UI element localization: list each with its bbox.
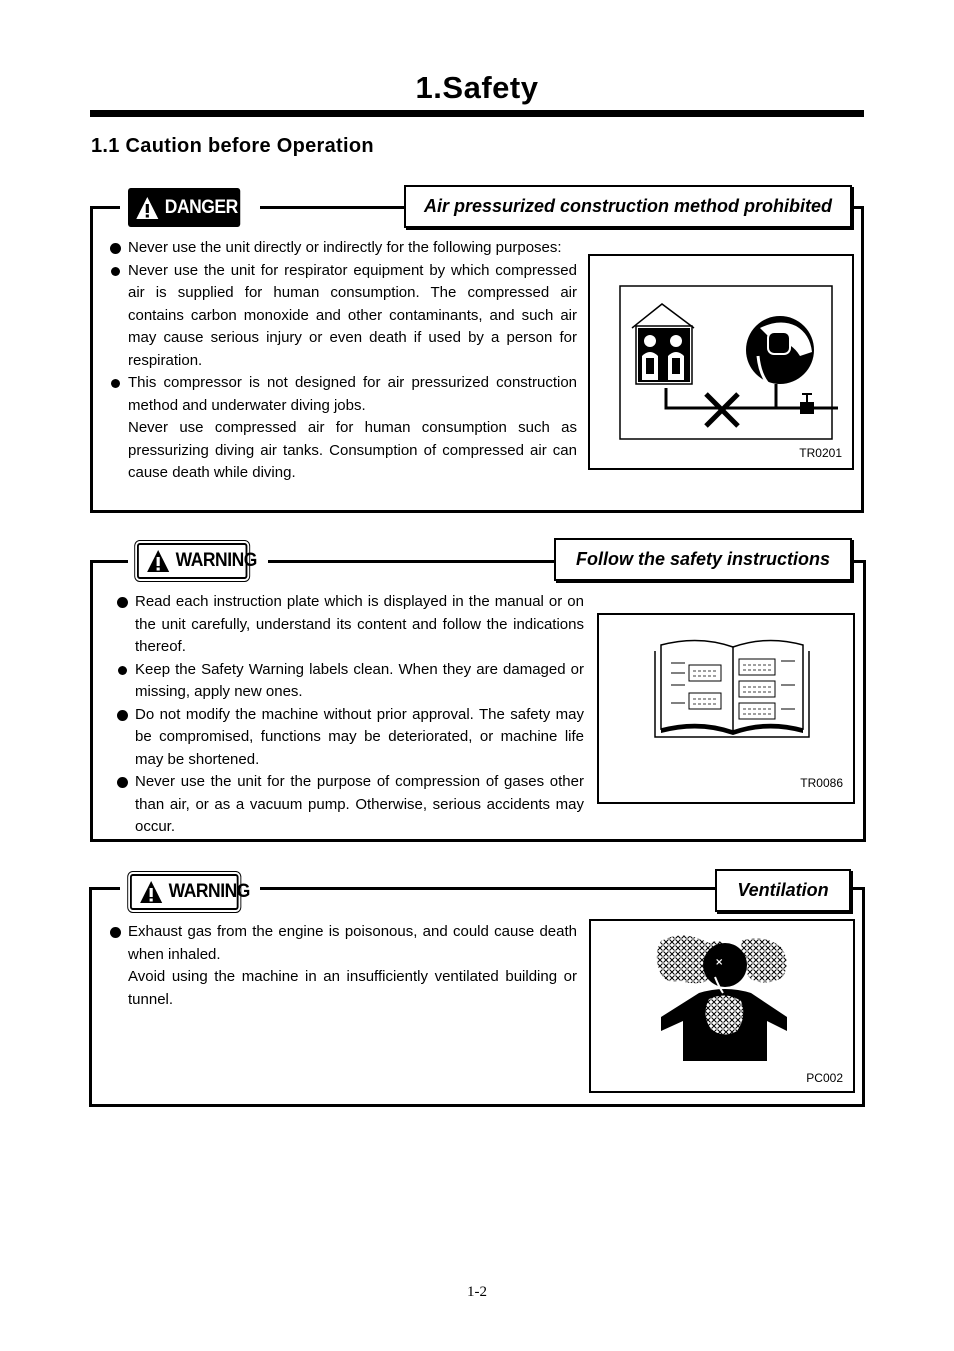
- warning-text-instructions: [117, 591, 584, 839]
- bullet-icon: [117, 777, 128, 788]
- list-item: Keep the Safety Warning labels clean. When they are damaged or missing, apply new ones.: [117, 659, 584, 704]
- ventilation-figure: [589, 919, 855, 1093]
- prohibited-respirator-icon: [590, 256, 852, 468]
- warning-topic-instructions: Follow the safety instructions: [554, 538, 852, 581]
- danger-figure: [588, 254, 854, 470]
- warning-badge-ventilation: [130, 874, 250, 910]
- warning-triangle-icon: [139, 880, 163, 904]
- list-item: Never use the unit for respirator equipment by which compressed air is supplied for human consumption. The compressed air contains carbon monoxide and other contaminants, and such air may cause serious injury or even death if used by a person for respiration.: [110, 260, 577, 373]
- warning-label: WARNING: [168, 881, 250, 902]
- list-item: Exhaust gas from the engine is poisonous, and could cause death when inhaled. Avoid using the machine in an insufficiently ventilated building or tunnel.: [110, 921, 577, 1011]
- bullet-icon: [117, 710, 128, 721]
- list-item: Never use the unit for the purpose of compression of gases other than air, or as a vacuum pump. Otherwise, serious accidents may occur.: [117, 771, 584, 839]
- warning-topic-ventilation: Ventilation: [715, 869, 851, 912]
- warning-text-ventilation: [110, 921, 577, 1011]
- title-rule: [90, 110, 864, 117]
- bullet-icon: [111, 267, 120, 276]
- warning-triangle-icon: [146, 549, 170, 573]
- bullet-icon: [118, 666, 127, 675]
- bullet-icon: [117, 597, 128, 608]
- section-heading: 1.1 Caution before Operation: [91, 135, 374, 157]
- figure-code: TR0201: [799, 446, 842, 460]
- bullet-icon: [110, 927, 121, 938]
- list-item: This compressor is not designed for air pressurized construction method and underwater diving jobs. Never use compressed air for human consumption such as pressurizing diving air tanks. Consumption of compressed air can cause death while diving.: [110, 372, 577, 485]
- list-item: Read each instruction plate which is displayed in the manual or on the unit carefully, understand its content and follow the indications thereof.: [117, 591, 584, 659]
- danger-text: [110, 237, 577, 485]
- warning-triangle-icon: [135, 196, 159, 220]
- danger-label: DANGER: [164, 196, 238, 218]
- warning-badge-instructions: [137, 543, 257, 579]
- figure-code: PC002: [806, 1071, 843, 1085]
- instructions-figure: [597, 613, 855, 804]
- page-number: 1-2: [467, 1284, 487, 1300]
- danger-topic: Air pressurized construction method prohibited: [404, 185, 852, 228]
- bullet-icon: [111, 379, 120, 388]
- open-manual-icon: [599, 615, 853, 802]
- warning-label: WARNING: [175, 550, 257, 571]
- toxic-gas-inhalation-icon: [591, 921, 853, 1091]
- danger-badge: [128, 188, 240, 227]
- list-item: Do not modify the machine without prior approval. The safety may be compromised, functions may be deteriorated, or machine life may be shortened.: [117, 704, 584, 772]
- list-item: Never use the unit directly or indirectly for the following purposes:: [110, 237, 577, 260]
- svg-text:×: ×: [715, 957, 724, 968]
- figure-code: TR0086: [800, 776, 843, 790]
- page-title: 1.Safety: [415, 70, 539, 105]
- bullet-icon: [110, 243, 121, 254]
